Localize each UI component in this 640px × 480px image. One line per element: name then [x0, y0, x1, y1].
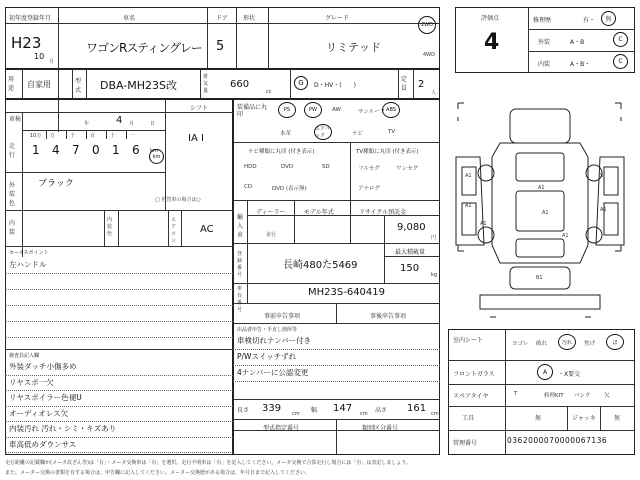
doors-value: 5 [216, 39, 225, 54]
mileage-divider [86, 131, 87, 139]
inspector-note-line-rule [5, 406, 233, 407]
tv-item: フルセグ [358, 166, 380, 172]
equipment-item: ナビ [352, 131, 364, 137]
seat-option: 破れ [536, 341, 548, 347]
exhibitor-note-line: 車検切れナンバー付き [237, 336, 312, 345]
vin-value: MH23S-640419 [308, 287, 386, 298]
displacement-label: 排気量 [203, 74, 209, 94]
model-year-label: モデル年式 [304, 209, 334, 216]
registration-label: 登録番号 [237, 251, 243, 278]
displacement-value: 660 [230, 79, 250, 90]
day-unit: 日 [150, 121, 156, 127]
equipment-item: TV [388, 129, 396, 135]
ac-label: エアコン [171, 217, 177, 244]
damage-mark: A1 [465, 203, 472, 209]
width-unit: cm [360, 411, 368, 417]
inspector-notes-lines [5, 359, 233, 455]
damage-mark: S [600, 173, 604, 179]
sales-point-line-rule [5, 273, 233, 274]
reg-date-label: 初年度登録年月 [9, 15, 52, 22]
seat-option: 焦げ [584, 341, 596, 347]
exterior-color-value: ブラック [38, 179, 74, 189]
navi-item: CD [244, 184, 253, 190]
spare-tire-option: T [514, 391, 518, 397]
exhibitor-note-line-rule [233, 349, 440, 350]
reg-month-value: 10 [34, 52, 45, 61]
management-label: 管理番号 [453, 440, 478, 447]
seats-unit: 人 [431, 90, 437, 96]
seat-option-circled: ほ [606, 334, 624, 350]
width-label: 幅 [311, 407, 318, 414]
recycle-label: リサイクル預託金 [359, 209, 407, 216]
height-value: 161 [407, 403, 427, 414]
sales-points-label: セールスポイント [9, 250, 49, 256]
month-unit: 月 [49, 59, 55, 65]
month-unit-2: 月 [129, 121, 135, 127]
inspector-note-line: 内装汚れ 汚れ・シミ・キズあり [9, 424, 117, 433]
recycle-value: 9,080 [397, 222, 426, 233]
jack-label: ジャッキ [572, 415, 596, 422]
grade-value: リミテッド [326, 41, 381, 54]
width-value: 147 [333, 403, 353, 414]
equipment-item-circled: ABS [382, 102, 400, 118]
equipment-item-circled: PS [278, 102, 296, 118]
mileage-digit-tag: 一 [130, 133, 136, 139]
exhibitor-note-line-rule [233, 365, 440, 366]
spare-tire-options [508, 389, 633, 401]
registration-value: 長崎480た5469 [283, 260, 358, 271]
model-cert-label: 型式指定番号 [263, 425, 300, 432]
inspector-notes-label: 検査員記入欄 [9, 353, 40, 359]
exhibitor-note-line-rule [233, 381, 440, 382]
rating-score: 4 [484, 30, 500, 55]
length-label: 長さ [237, 407, 250, 414]
spare-tire-option: 欠 [604, 393, 610, 399]
spare-tire-option: 修理KIT [544, 393, 564, 399]
front-glass-circle: A [537, 364, 553, 380]
tv-label: TV種類に丸印 (付き表示) [356, 149, 419, 155]
exterior-color-label: 外装色 [9, 182, 16, 207]
tv-items [354, 162, 438, 198]
equipment-item-circled: PW [304, 102, 322, 118]
inner-color-label: 内装色 [107, 217, 113, 237]
mileage-digit: 4 [52, 143, 60, 157]
reg-date-value: H23 [11, 34, 42, 52]
seat-option-circled: 汚れ [558, 334, 576, 350]
height-unit: cm [431, 411, 439, 417]
footer-note-2: また、メーター交換の書類を有する場合は、申告欄に記入してください。メーター交換歴がある場合は、年月日まで記入してください。 [5, 470, 311, 476]
dealer-sub: 並行 [266, 232, 277, 238]
usage-label: 用途 [8, 76, 15, 92]
exhibitor-note-line: 4ナンバーに公認変更 [237, 368, 309, 377]
inspector-note-line-rule [5, 421, 233, 422]
mileage-digit: 1 [32, 143, 40, 157]
inspector-note-line: リヤスポ一欠 [9, 377, 54, 387]
inspector-note-line-rule [5, 390, 233, 391]
exterior-rating-label: 外装 [538, 39, 551, 46]
4wd-option: 4WD [423, 52, 435, 58]
ac-value: AC [200, 224, 214, 235]
spare-tire-label: スペアタイヤ [453, 393, 489, 400]
rating-label: 評価点 [481, 15, 500, 22]
car-name-value: ワゴンRスティングレー [86, 41, 202, 55]
mileage-divider [106, 131, 107, 139]
damage-mark: A1 [465, 173, 472, 179]
2wd-circle: 2WD [418, 16, 436, 34]
shift-value: IA I [188, 133, 204, 144]
mileage-digit-tag: 万 [50, 133, 56, 139]
sales-points-lines [5, 257, 233, 349]
damage-mark: B1 [536, 275, 543, 281]
navi-item: DVD (表示無) [272, 186, 307, 192]
sales-point-line: 左ハンドル [9, 260, 47, 269]
import-label: 輸入車 [237, 214, 244, 239]
mileage-digit: 0 [92, 143, 100, 157]
km-unit: km [150, 148, 158, 154]
yen-unit: 円 [431, 235, 437, 241]
doors-label: ドア [216, 15, 228, 22]
cc-unit: cc [266, 89, 272, 95]
color-change-note: □ 色替車の場合は○ [155, 197, 201, 203]
equipment-row-1 [270, 102, 438, 120]
inspector-note-line: 車高低めダウンサス [9, 439, 77, 449]
fuel-g-circle: G [294, 76, 308, 90]
navi-item: DVD [281, 164, 294, 170]
usage-value: 自家用 [27, 80, 51, 89]
seats-label: 定員 [401, 76, 408, 92]
vin-label: 車台番号 [237, 286, 243, 313]
mileage-digit: 7 [72, 143, 80, 157]
interior-rating-label: 内装 [538, 61, 551, 68]
mileage-digit-tag: 千 [70, 133, 76, 139]
equipment-item: サンルーフ [358, 109, 385, 115]
mileage-digit-tag: 十 [110, 133, 116, 139]
mileage-digit-tag: 10万 [30, 133, 42, 139]
year-unit: 年 [84, 121, 90, 127]
length-value: 339 [262, 403, 282, 414]
seat-option: ヨゴレ [512, 341, 529, 347]
navi-item: SD [322, 164, 330, 170]
exhibitor-notes-lines [233, 333, 440, 399]
length-unit: cm [292, 411, 300, 417]
inspection-label: 車検 [9, 116, 22, 123]
row2 [5, 69, 440, 99]
sales-point-line-rule [5, 305, 233, 306]
mileage-label: 走行 [9, 143, 16, 159]
interior-rating-options: A・B・ [570, 61, 591, 68]
interior-rating-circle: C [613, 54, 628, 69]
footer-note-1: 走行距離の記載欄が(メータ改ざん等)は「有」・メータ交換車は「有」を選択。走行不明車は「有」を記入してください。メータ交換で合算走行し場合には「有」は表記しましょう。 [5, 460, 412, 466]
model-label: 型式 [75, 78, 82, 94]
damage-mark: A1 [562, 233, 569, 239]
kg-unit: kg [431, 272, 438, 278]
inspection-month: 4 [116, 115, 123, 126]
dealer-label: ディーラー [256, 209, 286, 216]
equipment-item: AW [332, 107, 341, 113]
grade-label: グレード [325, 15, 350, 22]
after-label: 事後申告事項 [370, 313, 407, 320]
fuel-options: D・HV・( ) [314, 82, 356, 89]
front-glass-label: フロントガラス [453, 371, 495, 378]
before-label: 事前申告事項 [264, 313, 301, 320]
equipment-item: 本革 [280, 131, 292, 137]
inspector-note-line: オーディオレス欠 [9, 408, 69, 418]
exhibitor-notes-label: 出品者申告・手直し箇所等 [237, 327, 298, 333]
seat-label: 室内シート [453, 337, 484, 344]
tv-item: ワンセグ [396, 166, 419, 172]
damage-mark: A1 [542, 210, 549, 216]
equipment-row-2 [270, 124, 438, 140]
front-glass-options: ・X要交 [558, 371, 581, 378]
tools-label: 工具 [462, 415, 475, 422]
exhibitor-note-line: P/Wスイッチずれ [237, 352, 297, 361]
km-circle: km [149, 149, 164, 164]
exterior-rating-circle: C [613, 32, 628, 47]
mileage-row [24, 131, 164, 169]
navi-item: HDD [244, 164, 257, 170]
model-value: DBA-MH23S改 [100, 79, 178, 92]
inspector-note-line: リヤスポイラー色褪U [9, 393, 82, 402]
equipment-item-circled: エアバック [314, 124, 332, 140]
height-label: 高さ [375, 407, 388, 414]
interior-label: 内装 [9, 220, 16, 236]
history-label: 修理歴 [533, 17, 552, 24]
mileage-digit-tag: 百 [90, 133, 96, 139]
spare-tire-option: パンク [574, 393, 591, 399]
sales-point-line-rule [5, 289, 233, 290]
exterior-rating-options: A・B [570, 39, 585, 46]
sales-point-line-rule [5, 321, 233, 322]
history-circle: 無 [601, 11, 616, 26]
inspector-note-line: 外装ダッチ小傷多め [9, 362, 77, 371]
damage-mark: A1 [538, 185, 545, 191]
navi-label: ナビ種類に丸印 (付き表示) [248, 149, 315, 155]
mileage-divider [66, 131, 67, 139]
inspector-note-line-rule [5, 452, 233, 453]
mileage-divider [126, 131, 127, 139]
tv-item: アナログ [358, 186, 381, 192]
sales-point-line-rule [5, 337, 233, 338]
navi-items [236, 162, 348, 198]
seats-value: 2 [418, 79, 425, 90]
shift-label: シフト [190, 105, 209, 112]
history-options: 有・ [583, 17, 596, 24]
tools-value: 無 [535, 415, 542, 422]
mileage-digit: 6 [132, 143, 140, 157]
seat-options [508, 334, 633, 354]
max-load-label: 最大積載量 [395, 249, 426, 256]
damage-mark: A1 [600, 207, 607, 213]
mileage-divider [46, 131, 47, 139]
inspector-note-line-rule [5, 437, 233, 438]
inspector-note-line-rule [5, 375, 233, 376]
jack-value: 無 [614, 415, 621, 422]
equipment-label: 装備品に丸印 [237, 104, 268, 118]
damage-mark: A1 [480, 221, 487, 227]
shape-label: 形状 [243, 15, 256, 22]
max-load-value: 150 [400, 263, 420, 274]
diagram-marks [450, 95, 635, 325]
mileage-digit: 1 [112, 143, 120, 157]
management-value: 0362000070000067136 [507, 436, 608, 445]
category-label: 類別区分番号 [362, 425, 399, 432]
car-name-label: 車名 [123, 15, 136, 22]
